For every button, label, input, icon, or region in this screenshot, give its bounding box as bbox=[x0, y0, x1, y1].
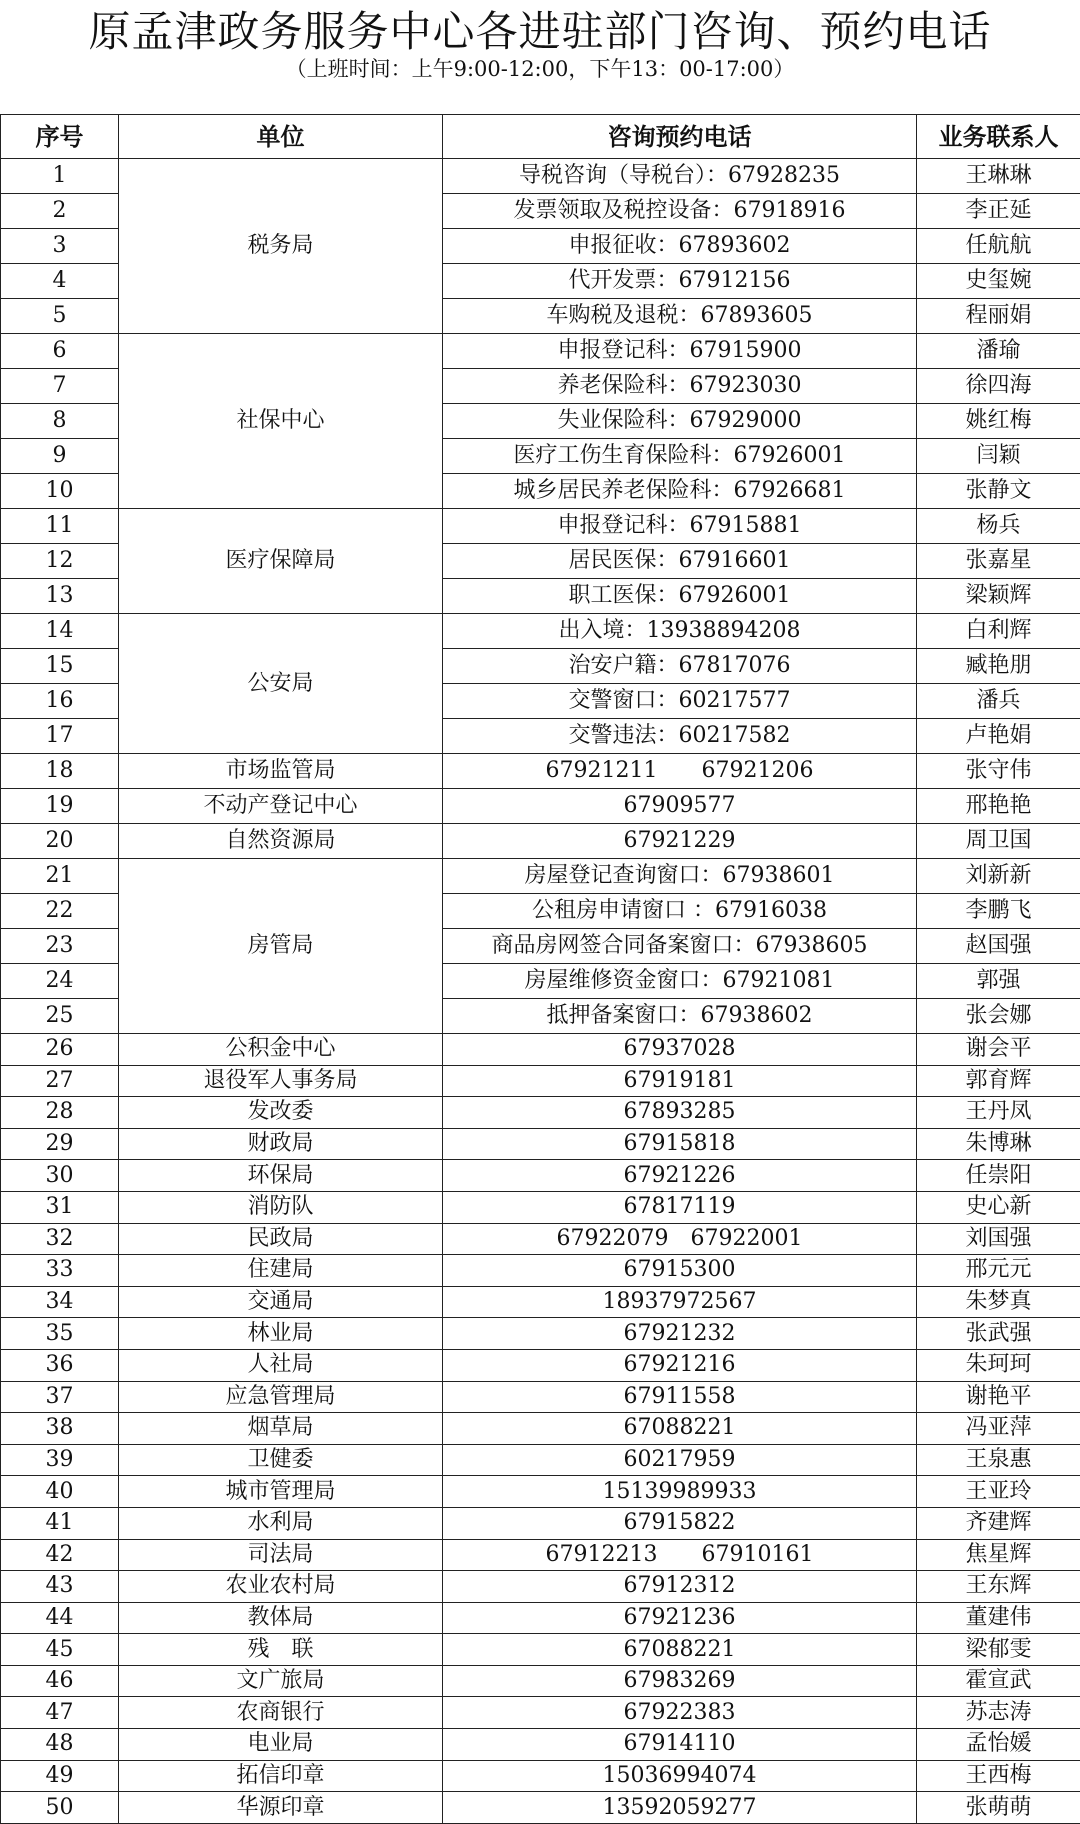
unit-name: 税务局 bbox=[119, 159, 443, 334]
phone-cell: 13592059277 bbox=[443, 1792, 917, 1824]
contact-person: 张守伟 bbox=[917, 754, 1080, 789]
contact-person: 史心新 bbox=[917, 1191, 1080, 1223]
unit-name: 华源印章 bbox=[119, 1792, 443, 1824]
contact-person: 徐四海 bbox=[917, 369, 1080, 404]
row-number: 12 bbox=[1, 544, 119, 579]
row-number: 25 bbox=[1, 999, 119, 1034]
phone-cell: 67088221 bbox=[443, 1634, 917, 1666]
row-number: 6 bbox=[1, 334, 119, 369]
row-number: 19 bbox=[1, 789, 119, 824]
phone-cell: 67912312 bbox=[443, 1571, 917, 1603]
contact-person: 潘兵 bbox=[917, 684, 1080, 719]
contact-person: 王泉惠 bbox=[917, 1444, 1080, 1476]
contact-person: 卢艳娟 bbox=[917, 719, 1080, 754]
phone-cell: 代开发票：67912156 bbox=[443, 264, 917, 299]
phone-cell: 15036994074 bbox=[443, 1760, 917, 1792]
phone-cell: 职工医保：67926001 bbox=[443, 579, 917, 614]
table-row bbox=[1, 1223, 1080, 1255]
contact-person: 齐建辉 bbox=[917, 1507, 1080, 1539]
row-number: 45 bbox=[1, 1634, 119, 1666]
row-number: 15 bbox=[1, 649, 119, 684]
contact-person: 杨兵 bbox=[917, 509, 1080, 544]
contact-person: 谢会平 bbox=[917, 1034, 1080, 1066]
contact-person: 程丽娟 bbox=[917, 299, 1080, 334]
table-row bbox=[1, 1729, 1080, 1761]
row-number: 8 bbox=[1, 404, 119, 439]
phone-cell: 商品房网签合同备案窗口：67938605 bbox=[443, 929, 917, 964]
phone-cell: 67921236 bbox=[443, 1602, 917, 1634]
table-row bbox=[1, 159, 1080, 194]
phone-cell: 失业保险科：67929000 bbox=[443, 404, 917, 439]
table-row bbox=[1, 614, 1080, 649]
contact-person: 朱博琳 bbox=[917, 1128, 1080, 1160]
phone-cell: 车购税及退税：67893605 bbox=[443, 299, 917, 334]
contact-person: 周卫国 bbox=[917, 824, 1080, 859]
table-row bbox=[1, 1381, 1080, 1413]
unit-name: 教体局 bbox=[119, 1602, 443, 1634]
phone-cell: 67983269 bbox=[443, 1665, 917, 1697]
page-title: 原孟津政务服务中心各进驻部门咨询、预约电话 bbox=[0, 6, 1080, 58]
unit-name: 自然资源局 bbox=[119, 824, 443, 859]
contact-person: 李正延 bbox=[917, 194, 1080, 229]
contact-person: 白利辉 bbox=[917, 614, 1080, 649]
phone-cell: 67914110 bbox=[443, 1729, 917, 1761]
row-number: 30 bbox=[1, 1160, 119, 1192]
unit-name: 退役军人事务局 bbox=[119, 1065, 443, 1097]
unit-name: 发改委 bbox=[119, 1097, 443, 1129]
row-number: 41 bbox=[1, 1507, 119, 1539]
contact-person: 王西梅 bbox=[917, 1760, 1080, 1792]
contact-person: 潘瑜 bbox=[917, 334, 1080, 369]
contact-person: 王东辉 bbox=[917, 1571, 1080, 1603]
phone-cell: 交警违法：60217582 bbox=[443, 719, 917, 754]
contact-person: 李鹏飞 bbox=[917, 894, 1080, 929]
phone-cell: 申报登记科：67915900 bbox=[443, 334, 917, 369]
row-number: 17 bbox=[1, 719, 119, 754]
row-number: 47 bbox=[1, 1697, 119, 1729]
contact-person: 朱梦真 bbox=[917, 1286, 1080, 1318]
table-row bbox=[1, 789, 1080, 824]
contact-person: 姚红梅 bbox=[917, 404, 1080, 439]
contact-person: 刘新新 bbox=[917, 859, 1080, 894]
unit-name: 卫健委 bbox=[119, 1444, 443, 1476]
unit-name: 公积金中心 bbox=[119, 1034, 443, 1066]
row-number: 37 bbox=[1, 1381, 119, 1413]
table-row bbox=[1, 1665, 1080, 1697]
phone-cell: 67922383 bbox=[443, 1697, 917, 1729]
table-row bbox=[1, 824, 1080, 859]
contact-person: 任崇阳 bbox=[917, 1160, 1080, 1192]
phone-cell: 居民医保：67916601 bbox=[443, 544, 917, 579]
table-row bbox=[1, 1286, 1080, 1318]
contact-person: 霍宣武 bbox=[917, 1665, 1080, 1697]
table-row bbox=[1, 1255, 1080, 1287]
unit-name: 水利局 bbox=[119, 1507, 443, 1539]
contact-person: 张萌萌 bbox=[917, 1792, 1080, 1824]
contact-person: 邢艳艳 bbox=[917, 789, 1080, 824]
table-row bbox=[1, 1760, 1080, 1792]
contact-person: 张嘉星 bbox=[917, 544, 1080, 579]
row-number: 50 bbox=[1, 1792, 119, 1824]
phone-cell: 治安户籍：67817076 bbox=[443, 649, 917, 684]
row-number: 11 bbox=[1, 509, 119, 544]
row-number: 2 bbox=[1, 194, 119, 229]
contact-person: 史玺婉 bbox=[917, 264, 1080, 299]
row-number: 38 bbox=[1, 1413, 119, 1445]
table-row bbox=[1, 1507, 1080, 1539]
contact-person: 谢艳平 bbox=[917, 1381, 1080, 1413]
phone-cell: 申报征收：67893602 bbox=[443, 229, 917, 264]
table-row bbox=[1, 1034, 1080, 1066]
contact-person: 郭育辉 bbox=[917, 1065, 1080, 1097]
contact-person: 苏志涛 bbox=[917, 1697, 1080, 1729]
row-number: 34 bbox=[1, 1286, 119, 1318]
phone-cell: 公租房申请窗口 ：67916038 bbox=[443, 894, 917, 929]
unit-name: 公安局 bbox=[119, 614, 443, 754]
phone-cell: 67921216 bbox=[443, 1349, 917, 1381]
phone-cell: 67915818 bbox=[443, 1128, 917, 1160]
phone-cell: 67937028 bbox=[443, 1034, 917, 1066]
phone-cell: 67088221 bbox=[443, 1413, 917, 1445]
contact-person: 王亚玲 bbox=[917, 1476, 1080, 1508]
phone-cell: 15139989933 bbox=[443, 1476, 917, 1508]
table-row bbox=[1, 1065, 1080, 1097]
phone-cell: 67893285 bbox=[443, 1097, 917, 1129]
unit-name: 医疗保障局 bbox=[119, 509, 443, 614]
phone-cell: 67919181 bbox=[443, 1065, 917, 1097]
phone-cell: 18937972567 bbox=[443, 1286, 917, 1318]
table-row bbox=[1, 1476, 1080, 1508]
row-number: 9 bbox=[1, 439, 119, 474]
row-number: 26 bbox=[1, 1034, 119, 1066]
phone-cell: 67912213 67910161 bbox=[443, 1539, 917, 1571]
row-number: 3 bbox=[1, 229, 119, 264]
table-row bbox=[1, 1413, 1080, 1445]
unit-name: 林业局 bbox=[119, 1318, 443, 1350]
phone-cell: 67909577 bbox=[443, 789, 917, 824]
contact-person: 任航航 bbox=[917, 229, 1080, 264]
phone-cell: 医疗工伤生育保险科：67926001 bbox=[443, 439, 917, 474]
phone-cell: 房屋登记查询窗口：67938601 bbox=[443, 859, 917, 894]
contact-person: 王琳琳 bbox=[917, 159, 1080, 194]
phone-cell: 出入境：13938894208 bbox=[443, 614, 917, 649]
contact-person: 孟怡媛 bbox=[917, 1729, 1080, 1761]
contact-person: 邢元元 bbox=[917, 1255, 1080, 1287]
unit-name: 残 联 bbox=[119, 1634, 443, 1666]
table-row bbox=[1, 1539, 1080, 1571]
row-number: 27 bbox=[1, 1065, 119, 1097]
phone-cell: 67915300 bbox=[443, 1255, 917, 1287]
unit-name: 农业农村局 bbox=[119, 1571, 443, 1603]
row-number: 4 bbox=[1, 264, 119, 299]
unit-name: 应急管理局 bbox=[119, 1381, 443, 1413]
unit-name: 市场监管局 bbox=[119, 754, 443, 789]
row-number: 39 bbox=[1, 1444, 119, 1476]
row-number: 40 bbox=[1, 1476, 119, 1508]
phone-cell: 交警窗口：60217577 bbox=[443, 684, 917, 719]
header-unit: 单位 bbox=[119, 115, 443, 159]
contact-person: 郭强 bbox=[917, 964, 1080, 999]
row-number: 23 bbox=[1, 929, 119, 964]
contact-person: 赵国强 bbox=[917, 929, 1080, 964]
phone-cell: 67921226 bbox=[443, 1160, 917, 1192]
unit-name: 社保中心 bbox=[119, 334, 443, 509]
table-row bbox=[1, 1571, 1080, 1603]
unit-name: 电业局 bbox=[119, 1729, 443, 1761]
unit-name: 烟草局 bbox=[119, 1413, 443, 1445]
row-number: 22 bbox=[1, 894, 119, 929]
row-number: 35 bbox=[1, 1318, 119, 1350]
table-row bbox=[1, 1349, 1080, 1381]
contact-person: 董建伟 bbox=[917, 1602, 1080, 1634]
header-phone: 咨询预约电话 bbox=[443, 115, 917, 159]
row-number: 18 bbox=[1, 754, 119, 789]
table-row bbox=[1, 1602, 1080, 1634]
unit-name: 城市管理局 bbox=[119, 1476, 443, 1508]
row-number: 46 bbox=[1, 1665, 119, 1697]
unit-name: 房管局 bbox=[119, 859, 443, 1034]
unit-name: 文广旅局 bbox=[119, 1665, 443, 1697]
unit-name: 住建局 bbox=[119, 1255, 443, 1287]
phone-cell: 67911558 bbox=[443, 1381, 917, 1413]
contact-person: 张武强 bbox=[917, 1318, 1080, 1350]
unit-name: 司法局 bbox=[119, 1539, 443, 1571]
phone-cell: 房屋维修资金窗口：67921081 bbox=[443, 964, 917, 999]
table-row bbox=[1, 1097, 1080, 1129]
row-number: 28 bbox=[1, 1097, 119, 1129]
table-row bbox=[1, 1318, 1080, 1350]
unit-name: 拓信印章 bbox=[119, 1760, 443, 1792]
row-number: 49 bbox=[1, 1760, 119, 1792]
row-number: 14 bbox=[1, 614, 119, 649]
unit-name: 环保局 bbox=[119, 1160, 443, 1192]
contact-table bbox=[0, 114, 1080, 1824]
contact-person: 王丹凤 bbox=[917, 1097, 1080, 1129]
office-hours: （上班时间：上午9:00-12:00，下午13：00-17:00） bbox=[0, 54, 1080, 84]
contact-person: 冯亚萍 bbox=[917, 1413, 1080, 1445]
unit-name: 消防队 bbox=[119, 1191, 443, 1223]
phone-cell: 导税咨询（导税台）：67928235 bbox=[443, 159, 917, 194]
row-number: 33 bbox=[1, 1255, 119, 1287]
table-row bbox=[1, 1792, 1080, 1824]
contact-person: 臧艳朋 bbox=[917, 649, 1080, 684]
row-number: 24 bbox=[1, 964, 119, 999]
contact-person: 焦星辉 bbox=[917, 1539, 1080, 1571]
row-number: 44 bbox=[1, 1602, 119, 1634]
phone-cell: 城乡居民养老保险科：67926681 bbox=[443, 474, 917, 509]
phone-cell: 67817119 bbox=[443, 1191, 917, 1223]
table-body bbox=[1, 159, 1080, 1824]
row-number: 1 bbox=[1, 159, 119, 194]
phone-cell: 67921229 bbox=[443, 824, 917, 859]
contact-person: 张静文 bbox=[917, 474, 1080, 509]
contact-person: 刘国强 bbox=[917, 1223, 1080, 1255]
table-row bbox=[1, 1697, 1080, 1729]
row-number: 29 bbox=[1, 1128, 119, 1160]
row-number: 10 bbox=[1, 474, 119, 509]
phone-cell: 60217959 bbox=[443, 1444, 917, 1476]
unit-name: 农商银行 bbox=[119, 1697, 443, 1729]
contact-person: 梁郁雯 bbox=[917, 1634, 1080, 1666]
row-number: 20 bbox=[1, 824, 119, 859]
unit-name: 交通局 bbox=[119, 1286, 443, 1318]
row-number: 48 bbox=[1, 1729, 119, 1761]
phone-cell: 发票领取及税控设备：67918916 bbox=[443, 194, 917, 229]
unit-name: 民政局 bbox=[119, 1223, 443, 1255]
contact-person: 朱珂珂 bbox=[917, 1349, 1080, 1381]
row-number: 43 bbox=[1, 1571, 119, 1603]
table-row bbox=[1, 1444, 1080, 1476]
table-row bbox=[1, 509, 1080, 544]
table-row bbox=[1, 1160, 1080, 1192]
table-header-row bbox=[1, 115, 1080, 159]
row-number: 13 bbox=[1, 579, 119, 614]
phone-cell: 67915822 bbox=[443, 1507, 917, 1539]
contact-person: 梁颖辉 bbox=[917, 579, 1080, 614]
row-number: 31 bbox=[1, 1191, 119, 1223]
contact-person: 闫颖 bbox=[917, 439, 1080, 474]
phone-cell: 养老保险科：67923030 bbox=[443, 369, 917, 404]
phone-cell: 67922079 67922001 bbox=[443, 1223, 917, 1255]
table-row bbox=[1, 1634, 1080, 1666]
phone-cell: 67921232 bbox=[443, 1318, 917, 1350]
row-number: 42 bbox=[1, 1539, 119, 1571]
table-row bbox=[1, 1191, 1080, 1223]
unit-name: 财政局 bbox=[119, 1128, 443, 1160]
row-number: 36 bbox=[1, 1349, 119, 1381]
unit-name: 不动产登记中心 bbox=[119, 789, 443, 824]
row-number: 21 bbox=[1, 859, 119, 894]
row-number: 7 bbox=[1, 369, 119, 404]
phone-cell: 申报登记科：67915881 bbox=[443, 509, 917, 544]
table-row bbox=[1, 754, 1080, 789]
row-number: 5 bbox=[1, 299, 119, 334]
row-number: 32 bbox=[1, 1223, 119, 1255]
phone-cell: 抵押备案窗口：67938602 bbox=[443, 999, 917, 1034]
header-no: 序号 bbox=[1, 115, 119, 159]
contact-person: 张会娜 bbox=[917, 999, 1080, 1034]
phone-cell: 67921211 67921206 bbox=[443, 754, 917, 789]
table-row bbox=[1, 334, 1080, 369]
table-row bbox=[1, 859, 1080, 894]
header-contact: 业务联系人 bbox=[917, 115, 1080, 159]
table-row bbox=[1, 1128, 1080, 1160]
row-number: 16 bbox=[1, 684, 119, 719]
unit-name: 人社局 bbox=[119, 1349, 443, 1381]
